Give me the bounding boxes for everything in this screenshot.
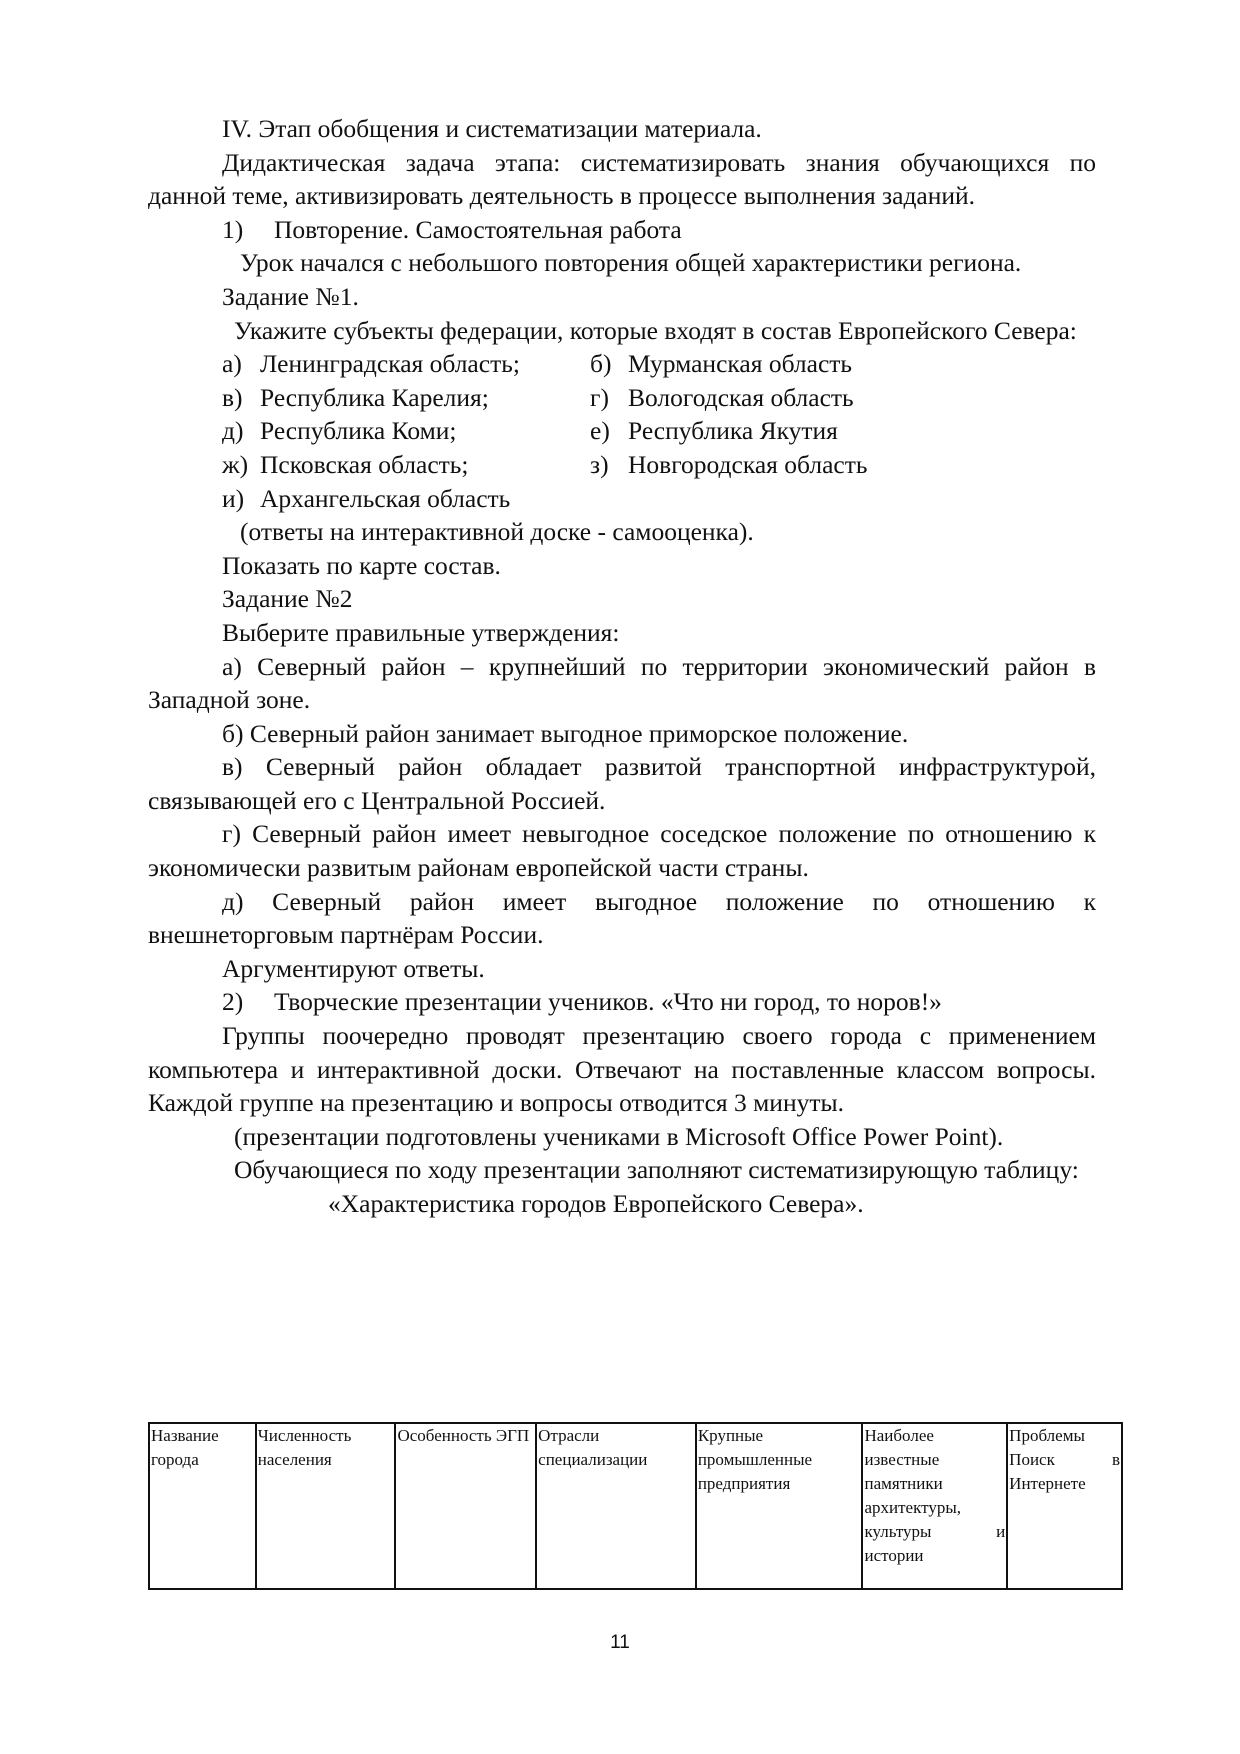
header-egp-feature[interactable]: Особенность ЭГП [395,1423,536,1589]
section2-title: Творческие презентации учеников. «Что ни город, то норов!» [274,987,942,1017]
answers-note: (ответы на интерактивной доске - самооценка). [240,517,754,547]
document-page [148,112,1096,1221]
option-label: и) [222,483,245,513]
roman-numeral: IV. [222,114,252,143]
option-text: Республика Карелия; [260,382,489,412]
header-specialization[interactable]: Отрасли специализации [536,1423,696,1589]
option-label: е) [590,416,610,446]
option-label: ж) [222,449,249,479]
option-text: Республика Якутия [628,416,838,446]
option-row [148,347,1096,381]
option-label: д) [222,416,244,446]
task1-title: Задание №1. [222,281,359,311]
task2-title: Задание №2 [222,584,353,614]
didactic-task: Дидактическая задача этапа: систематизировать знания обучающихся по данной теме, активизировать деятельность в процессе выполнения заданий. [148,147,1096,211]
stage-heading [148,112,1096,146]
option-text: Архангельская область [260,483,511,513]
header-problems[interactable]: Проблемы Поиск в Интернете [1007,1423,1122,1589]
statement-e: д) Северный район имеет выгодное положение по отношению к внешнеторговым партнёрам России. [148,886,1096,950]
task1-prompt: Укажите субъекты федерации, которые входят в состав Европейского Севера: [234,315,1077,345]
option-label: г) [590,382,609,412]
header-monuments[interactable]: Наиболее известные памятники архитектуры, культуры и истории [862,1423,1007,1589]
option-text: Республика Коми; [260,416,457,446]
systematization-table [148,1422,1123,1590]
statement-b: б) Северный район занимает выгодное приморское положение. [222,718,909,748]
page-number: 11 [610,1632,630,1653]
fill-table-text: Обучающиеся по ходу презентации заполняют систематизирующую таблицу: [234,1155,1079,1185]
option-label: а) [222,349,242,379]
option-text: Ленинградская область; [260,349,520,379]
map-note: Показать по карте состав. [222,550,501,580]
section2-heading [148,985,1096,1019]
section1-title: Повторение. Самостоятельная работа [274,214,682,244]
option-label: б) [590,349,612,379]
option-row [148,381,1096,415]
statement-d: г) Северный район имеет невыгодное соседское положение по отношению к экономически развитым районам европейской части страны. [148,819,1096,883]
table-row [149,1423,1122,1589]
option-text: Вологодская область [628,382,854,412]
powerpoint-note: (презентации подготовлены учениками в Microsoft Office Power Point). [234,1121,1004,1151]
header-population[interactable]: Численность населения [256,1423,396,1589]
option-label: в) [222,382,243,412]
option-text: Новгородская область [628,449,868,479]
section2-number: 2) [222,987,244,1017]
argue-note: Аргументируют ответы. [222,953,485,983]
option-row [148,414,1096,448]
table-title: «Характеристика городов Европейского Севера». [328,1189,864,1218]
section1-heading [148,213,1096,247]
option-text: Мурманская область [628,349,853,379]
task1-options [148,347,1096,515]
option-text: Псковская область; [260,449,469,479]
groups-text: Группы поочередно проводят презентацию своего города с применением компьютера и интерактивной доски. Отвечают на поставленные классом вопросы. Каждой группе на презентацию и вопросы отводится 3 минуты. [148,1021,1096,1118]
statement-c: в) Северный район обладает развитой транспортной инфраструктурой, связывающей его с Центральной Россией. [148,752,1096,815]
stage-heading-text: Этап обобщения и систематизации материала. [252,114,762,143]
option-row [148,482,1096,516]
header-enterprises[interactable]: Крупные промышленные предприятия [696,1423,863,1589]
header-city-name[interactable]: Название города [149,1423,256,1589]
option-label: з) [590,449,609,479]
statement-a: а) Северный район – крупнейший по территории экономический район в Западной зоне. [148,651,1096,715]
section1-number: 1) [222,214,244,244]
lesson-intro: Урок начался с небольшого повторения общей характеристики региона. [240,248,1022,278]
option-row [148,448,1096,482]
task2-prompt: Выберите правильные утверждения: [222,617,620,647]
